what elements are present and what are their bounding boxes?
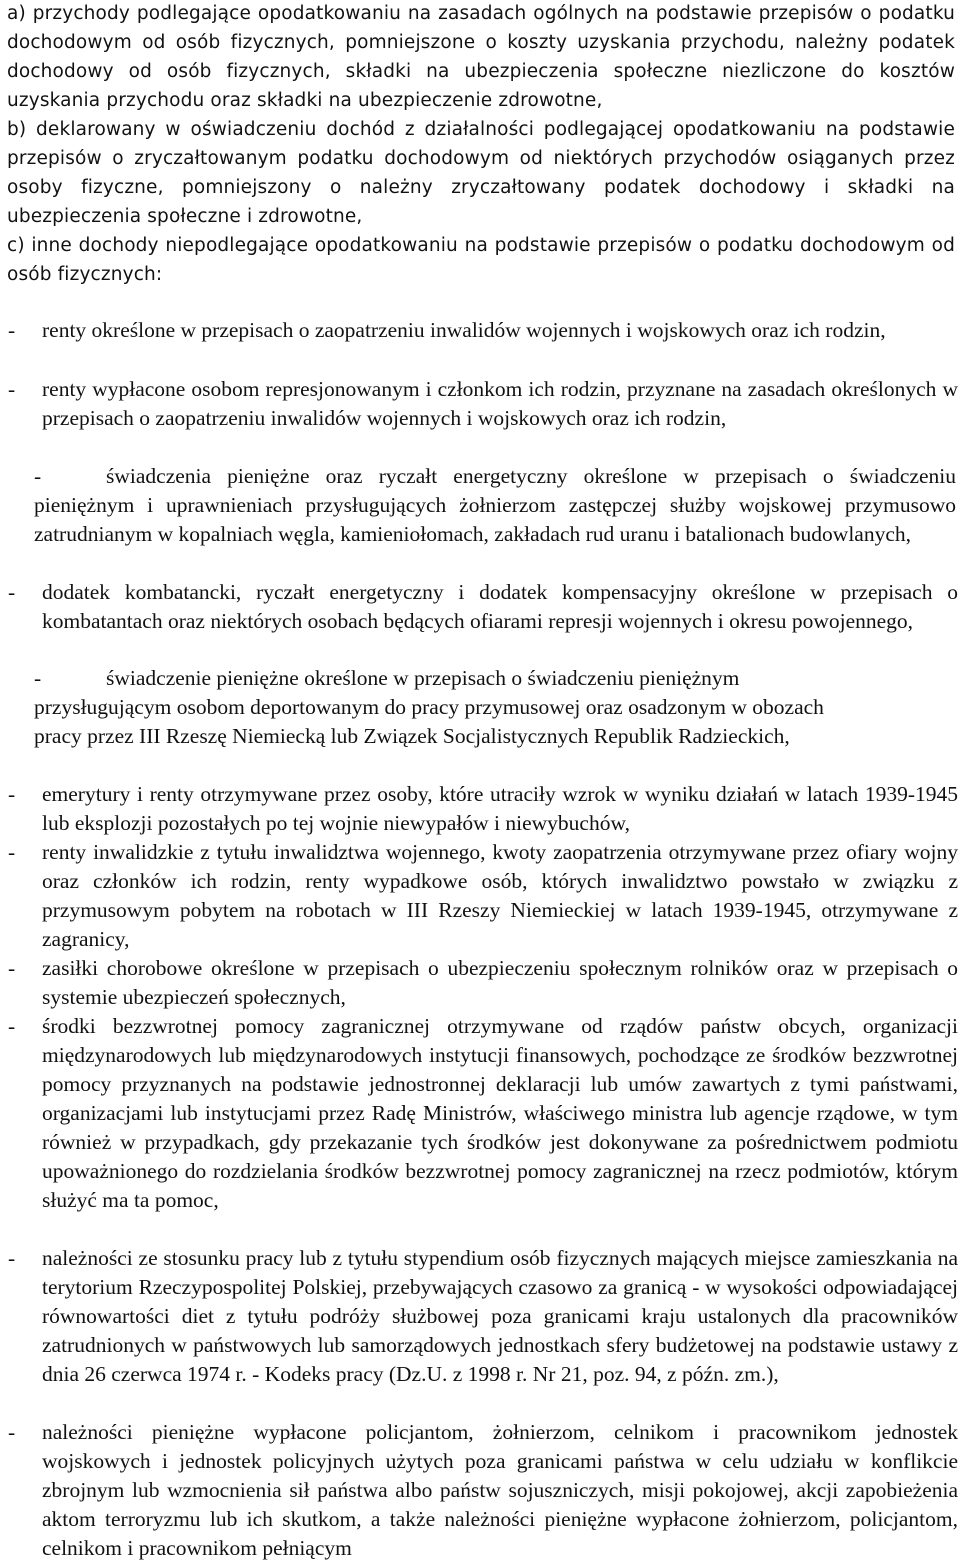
list-dash: - <box>34 464 42 488</box>
list-item <box>34 462 956 549</box>
list-dash: - <box>8 1014 16 1038</box>
list-item-text: należności ze stosunku pracy lub z tytułu stypendium osób fizycznych mających miejsce zamieszkania na terytorium Rzeczypospolitej Polskiej, przebywających czasowo za granicą - w wysokości odpowiadającej równowartości diet z tytułu podróży służbowej poza granicami kraju ustalonych dla pracowników zatrudnionych w państwowych lub samorządowych jednostkach sfery budżetowej na podstawie ustawy z dnia 26 czerwca 1974 r. - Kodeks pracy (Dz.U. z 1998 r. Nr 21, poz. 94, z późn. zm.), <box>42 1246 958 1386</box>
list-item <box>8 954 958 1012</box>
list-item-text: - świadczenia pieniężne oraz ryczałt energetyczny określone w przepisach o świadczeniu pieniężnym i uprawnieniach przysługujących żołnierzom zastępczej służby wojskowej przymusowo zatrudnianym w kopalniach węgla, kamieniołomach, zakładach rud uranu i batalionach budowlanych, <box>34 464 956 546</box>
list-item <box>8 578 958 636</box>
list-item-text: dodatek kombatancki, ryczałt energetyczny i dodatek kompensacyjny określone w przepisach o kombatantach oraz niektórych osobach będących ofiarami represji wojennych i okresu powojennego, <box>42 580 958 633</box>
list-dash: - <box>8 1420 16 1444</box>
list-item-text: renty wypłacone osobom represjonowanym i członkom ich rodzin, przyznane na zasadach określonych w przepisach o zaopatrzeniu inwalidów wojennych i wojskowych oraz ich rodzin, <box>42 377 958 430</box>
list-dash: - <box>8 1246 16 1270</box>
paragraph-b: b) deklarowany w oświadczeniu dochód z działalności podlegającej opodatkowaniu na podstawie przepisów o zryczałtowanym podatku dochodowym od niektórych przychodów osiąganych przez osoby fizyczne, pomniejszony o należny zryczałtowany podatek dochodowy i składki na ubezpieczenia społeczne i zdrowotne, <box>7 119 955 227</box>
list-item <box>8 375 958 433</box>
list-dash: - <box>8 956 16 980</box>
list-dash: - <box>8 377 16 401</box>
list-item-text: renty inwalidzkie z tytułu inwalidztwa wojennego, kwoty zaopatrzenia otrzymywane przez ofiary wojny oraz członków ich rodzin, renty wypadkowe osób, których inwalidztwo powstało w związku z przymusowym pobytem na robotach w III Rzeszy Niemieckiej w latach 1939-1945, otrzymywane z zagranicy, <box>42 840 958 951</box>
list-item <box>8 838 958 954</box>
list-item <box>8 1418 958 1563</box>
paragraph-a: a) przychody podlegające opodatkowaniu na zasadach ogólnych na podstawie przepisów o podatku dochodowym od osób fizycznych, pomniejszone o koszty uzyskania przychodu, należny podatek dochodowy od osób fizycznych, składki na ubezpieczenia społeczne niezliczone do kosztów uzyskania przychodu oraz składki na ubezpieczenie zdrowotne, <box>7 3 955 111</box>
list-dash: - <box>8 580 16 604</box>
list-dash: - <box>8 318 16 342</box>
list-item-text: renty określone w przepisach o zaopatrzeniu inwalidów wojennych i wojskowych oraz ich rodzin, <box>42 318 886 342</box>
list-dash: - <box>34 666 42 690</box>
list-item <box>8 780 958 838</box>
list-item <box>34 664 874 751</box>
list-item-text: zasiłki chorobowe określone w przepisach o ubezpieczeniu społecznym rolników oraz w przepisach o systemie ubezpieczeń społecznych, <box>42 956 958 1009</box>
list-item <box>8 316 958 345</box>
list-item <box>8 1012 958 1215</box>
list-dash: - <box>8 840 16 864</box>
list-item-text: należności pieniężne wypłacone policjantom, żołnierzom, celnikom i pracownikom jednostek wojskowych i jednostek policyjnych użytych poza granicami państwa w celu udziału w konflikcie zbrojnym lub wzmocnienia sił państwa albo państw sojuszniczych, misji pokojowej, akcji zapobieżenia aktom terroryzmu lub ich skutkom, a także należności pieniężne wypłacone żołnierzom, policjantom, celnikom i pracownikom pełniącym <box>42 1420 958 1560</box>
list-item <box>8 1244 958 1389</box>
list-item-text: emerytury i renty otrzymywane przez osoby, które utraciły wzrok w wyniku działań w latach 1939-1945 lub eksplozji pozostałych po tej wojnie niewypałów i niewybuchów, <box>42 782 958 835</box>
paragraph-c: c) inne dochody niepodlegające opodatkowaniu na podstawie przepisów o podatku dochodowym od osób fizycznych: <box>7 235 955 285</box>
list-dash: - <box>8 782 16 806</box>
list-item-text: środki bezzwrotnej pomocy zagranicznej otrzymywane od rządów państw obcych, organizacji międzynarodowych lub międzynarodowych instytucji finansowych, pochodzące ze środków bezzwrotnej pomocy przyznanych na podstawie jednostronnej deklaracji lub umów zawartych z tymi państwami, organizacjami lub instytucjami przez Radę Ministrów, właściwego ministra lub agencje rządowe, w tym również w przypadkach, gdy przekazanie tych środków jest dokonywane za pośrednictwem podmiotu upoważnionego do rozdzielania środków bezzwrotnej pomocy zagranicznej na rzecz podmiotów, którym służyć ma ta pomoc, <box>42 1014 958 1212</box>
list-item-text: - świadczenie pieniężne określone w przepisach o świadczeniu pieniężnym przysługującym osobom deportowanym do pracy przymusowej oraz osadzonym w obozach pracy przez III Rzeszę Niemiecką lub Związek Socjalistycznych Republik Radzieckich, <box>34 666 824 748</box>
